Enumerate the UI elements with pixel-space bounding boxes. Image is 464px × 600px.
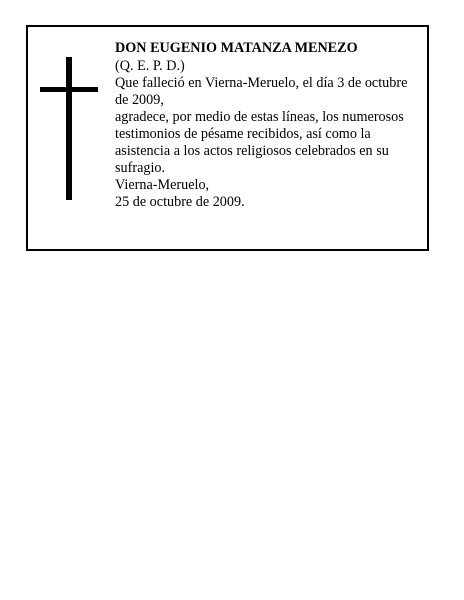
cross-vertical-bar [66, 57, 72, 200]
gratitude-paragraph: agradece, por medio de estas líneas, los numerosos testimonios de pésame recibidos, así como la asistencia a los actos religiosos celebrados en su sufragio. [115, 109, 404, 176]
qepd-line: (Q. E. P. D.) [115, 58, 185, 74]
deceased-name: DON EUGENIO MATANZA MENEZO [115, 40, 358, 56]
obituary-notice-box [26, 25, 429, 251]
latin-cross-icon [40, 57, 98, 200]
cross-horizontal-bar [40, 87, 98, 92]
death-announcement: Que falleció en Vierna-Meruelo, el día 3 de octubre de 2009, [115, 75, 408, 108]
notice-date: 25 de octubre de 2009. [115, 194, 245, 210]
notice-place: Vierna-Meruelo, [115, 177, 210, 193]
notice-text [115, 40, 420, 211]
